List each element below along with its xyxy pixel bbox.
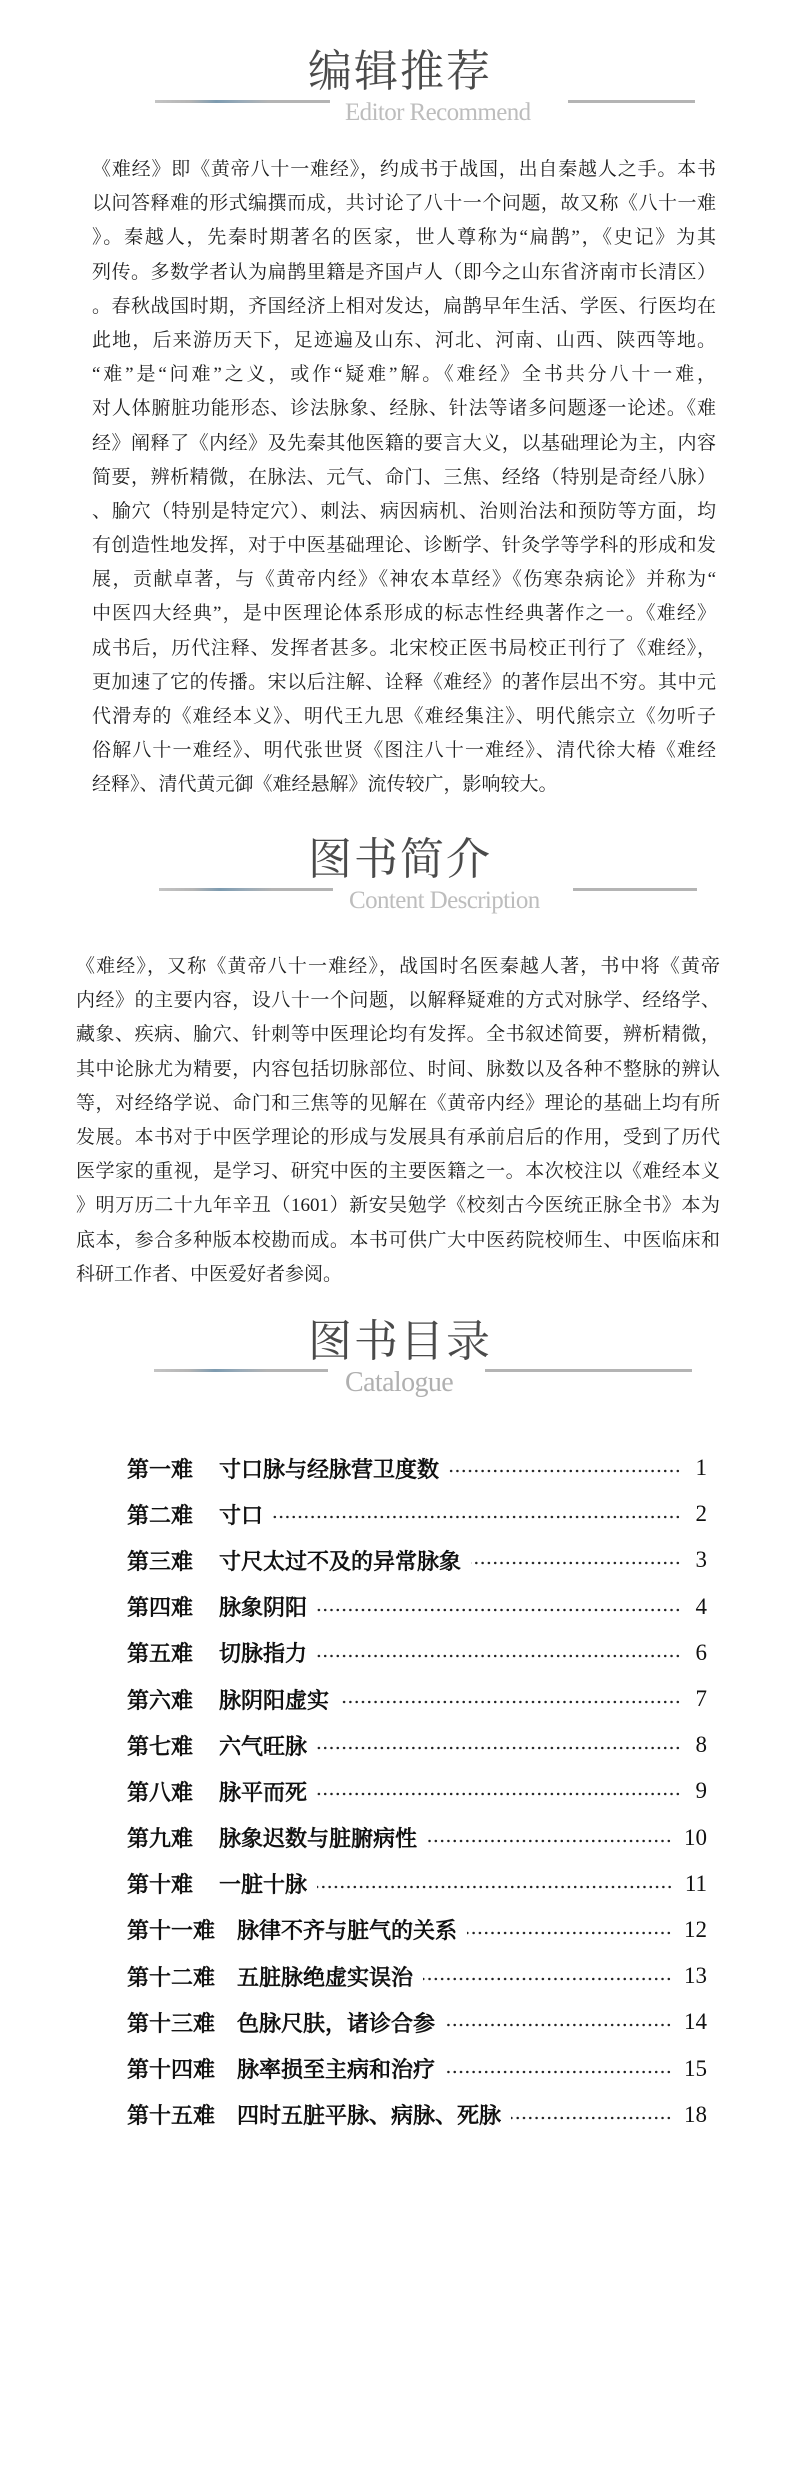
chapter-title: 五脏脉绝虚实误治 <box>237 1964 414 1990</box>
text-line: 中医四大经典”，是中医理论体系形成的标志性经典著作之一。《难经》 <box>92 603 716 625</box>
toc-entry[interactable] <box>127 1815 707 1861</box>
text-line: 对人体腑脏功能形态、诊法脉象、经脉、针法等诸多问题逐一论述。《难 <box>92 398 716 420</box>
toc-entry[interactable] <box>127 1630 707 1676</box>
chapter-number: 第四难 <box>127 1595 194 1621</box>
text-line: 展，贡献卓著，与《黄帝内经》《神农本草经》《伤寒杂病论》并称为“ <box>92 569 716 591</box>
text-line: 发展。本书对于中医学理论的形成与发展具有承前启后的作用，受到了历代 <box>76 1126 720 1148</box>
chapter-title: 六气旺脉 <box>219 1733 308 1759</box>
divider-line <box>159 888 333 891</box>
chapter-number: 第十五难 <box>127 2103 216 2129</box>
text-line: 列传。多数学者认为扁鹊里籍是齐国卢人（即今之山东省济南市长清区） <box>92 261 716 283</box>
section-header-description <box>0 836 800 916</box>
text-line: 。春秋战国时期，齐国经济上相对发达，扁鹊早年生活、学医、行医均在 <box>92 295 716 317</box>
page-number: 9 <box>695 1778 707 1804</box>
chapter-number: 第一难 <box>127 1456 194 1482</box>
page-number: 7 <box>695 1686 707 1712</box>
page-number: 11 <box>684 1870 707 1896</box>
section-title: 图书简介 <box>308 834 492 885</box>
dot-leader <box>445 2022 672 2028</box>
page-number: 12 <box>684 1916 707 1942</box>
chapter-title: 寸口脉与经脉营卫度数 <box>219 1456 440 1482</box>
chapter-number: 第八难 <box>127 1779 194 1805</box>
text-line: 内经》的主要内容，设八十一个问题，以解释疑难的方式对脉学、经络学、 <box>76 990 720 1012</box>
chapter-number: 第九难 <box>127 1826 194 1852</box>
section-subtitle: Catalogue <box>345 1367 454 1398</box>
text-line: 代滑寿的《难经本义》、明代王九思《难经集注》、明代熊宗立《勿听子 <box>92 706 716 727</box>
dot-leader <box>449 1468 681 1474</box>
divider-line <box>568 100 695 103</box>
toc-entry[interactable] <box>127 1768 707 1814</box>
toc-entry[interactable] <box>127 2092 707 2138</box>
text-line: 简要，辨析精微，在脉法、元气、命门、三焦、经络（特别是奇经八脉） <box>92 466 716 488</box>
dot-leader <box>317 1653 681 1659</box>
page-number: 13 <box>684 1963 707 1989</box>
dot-leader <box>423 1976 672 1982</box>
text-line: “难”是“问难”之义，或作“疑难”解。《难经》全书共分八十一难， <box>92 364 716 386</box>
chapter-title: 四时五脏平脉、病脉、死脉 <box>237 2103 502 2129</box>
text-line: 其中论脉尤为精要，内容包括切脉部位、时间、脉数以及各种不整脉的辨认 <box>76 1058 720 1080</box>
divider-line <box>573 888 697 891</box>
section-header-catalogue <box>0 1318 800 1398</box>
dot-leader <box>467 1930 672 1936</box>
toc-entry[interactable] <box>127 1676 707 1722</box>
section-title: 编辑推荐 <box>308 46 492 97</box>
text-line: 藏象、疾病、腧穴、针刺等中医理论均有发挥。全书叙述简要，辨析精微， <box>76 1024 720 1046</box>
text-line: 《难经》，又称《黄帝八十一难经》，战国时名医秦越人著，书中将《黄帝 <box>76 956 720 977</box>
chapter-title: 寸尺太过不及的异常脉象 <box>219 1548 462 1574</box>
chapter-title: 脉平而死 <box>219 1779 308 1805</box>
page-number: 10 <box>684 1824 707 1850</box>
toc-entry[interactable] <box>127 1584 707 1630</box>
text-line: 更加速了它的传播。宋以后注解、诠释《难经》的著作层出不穷。其中元 <box>92 671 716 693</box>
toc-entry[interactable] <box>127 1861 707 1907</box>
dot-leader <box>471 1560 681 1566</box>
page-number: 15 <box>684 2055 707 2081</box>
page-number: 3 <box>695 1547 707 1573</box>
page-number: 14 <box>684 2009 707 2035</box>
divider-line <box>154 1369 328 1372</box>
chapter-number: 第六难 <box>127 1687 194 1713</box>
chapter-title: 脉象迟数与脏腑病性 <box>219 1826 418 1852</box>
chapter-number: 第十难 <box>127 1872 194 1898</box>
chapter-number: 第二难 <box>127 1502 194 1528</box>
chapter-number: 第五难 <box>127 1641 194 1667</box>
chapter-number: 第三难 <box>127 1548 194 1574</box>
page-number: 6 <box>695 1639 707 1665</box>
section-subtitle: Content Description <box>349 887 540 914</box>
toc-entry[interactable] <box>127 1722 707 1768</box>
text-line: 此地，后来游历天下，足迹遍及山东、河北、河南、山西、陕西等地。 <box>92 329 716 351</box>
chapter-number: 第七难 <box>127 1733 194 1759</box>
divider-line <box>155 100 330 103</box>
text-line: 经释》、清代黄元御《难经悬解》流传较广，影响较大。 <box>92 774 558 796</box>
text-line: 》。秦越人，先秦时期著名的医家，世人尊称为“扁鹊”，《史记》为其 <box>92 227 716 249</box>
chapter-number: 第十三难 <box>127 2010 216 2036</box>
text-line: 》明万历二十九年辛丑（1601）新安吴勉学《校刻古今医统正脉全书》本为 <box>76 1195 720 1217</box>
dot-leader <box>427 1838 672 1844</box>
chapter-title: 脉阴阳虚实 <box>219 1687 330 1713</box>
dot-leader <box>511 2115 672 2121</box>
section-header-editor <box>0 48 800 128</box>
text-line: 底本，参合多种版本校勘而成。本书可供广大中医药院校师生、中医临床和 <box>76 1229 720 1251</box>
chapter-number: 第十二难 <box>127 1964 216 1990</box>
text-line: 科研工作者、中医爱好者参阅。 <box>76 1263 343 1285</box>
divider-line <box>485 1369 692 1372</box>
toc-entry[interactable] <box>127 1953 707 1999</box>
chapter-title: 脉象阴阳 <box>219 1595 308 1621</box>
dot-leader <box>317 1745 681 1751</box>
text-line: 有创造性地发挥，对于中医基础理论、诊断学、针灸学等学科的形成和发 <box>92 535 716 557</box>
dot-leader <box>317 1607 681 1613</box>
dot-leader <box>317 1884 673 1890</box>
section-subtitle: Editor Recommend <box>345 99 531 126</box>
toc-entry[interactable] <box>127 1907 707 1953</box>
text-line: 以问答释难的形式编撰而成，共讨论了八十一个问题，故又称《八十一难 <box>92 193 716 215</box>
dot-leader <box>273 1514 681 1520</box>
toc-entry[interactable] <box>127 2045 707 2091</box>
chapter-title: 寸口 <box>219 1502 264 1528</box>
page-number: 4 <box>695 1593 707 1619</box>
chapter-number: 第十一难 <box>127 1918 216 1944</box>
dot-leader <box>445 2069 672 2075</box>
dot-leader <box>339 1699 681 1705</box>
text-line: 俗解八十一难经》、明代张世贤《图注八十一难经》、清代徐大椿《难经 <box>92 740 716 762</box>
chapter-title: 脉率损至主病和治疗 <box>237 2057 436 2083</box>
toc-entry[interactable] <box>127 1445 707 1491</box>
content-description-text <box>76 950 720 1292</box>
text-line: 《难经》即《黄帝八十一难经》，约成书于战国，出自秦越人之手。本书 <box>92 159 716 180</box>
text-line: 成书后，历代注释、发挥者甚多。北宋校正医书局校正刊行了《难经》， <box>92 637 716 659</box>
section-title: 图书目录 <box>308 1316 492 1367</box>
text-line: 、腧穴（特别是特定穴）、刺法、病因病机、治则治法和预防等方面，均 <box>92 500 716 522</box>
chapter-title: 色脉尺肤，诸诊合参 <box>237 2010 436 2036</box>
chapter-title: 一脏十脉 <box>219 1872 308 1898</box>
text-line: 经》阐释了《内经》及先秦其他医籍的要言大义，以基础理论为主，内容 <box>92 432 716 454</box>
table-of-contents <box>127 1445 707 2138</box>
toc-entry[interactable] <box>127 1999 707 2045</box>
chapter-title: 脉律不齐与脏气的关系 <box>237 1918 458 1944</box>
chapter-title: 切脉指力 <box>219 1641 308 1667</box>
page-number: 18 <box>684 2101 707 2127</box>
page-number: 2 <box>695 1501 707 1527</box>
toc-entry[interactable] <box>127 1491 707 1537</box>
page-number: 1 <box>695 1455 707 1481</box>
page-number: 8 <box>695 1732 707 1758</box>
dot-leader <box>317 1791 681 1797</box>
text-line: 等，对经络学说、命门和三焦等的见解在《黄帝内经》理论的基础上均有所 <box>76 1092 720 1114</box>
toc-entry[interactable] <box>127 1537 707 1583</box>
editor-recommend-text <box>92 153 716 803</box>
chapter-number: 第十四难 <box>127 2057 216 2083</box>
text-line: 医学家的重视，是学习、研究中医的主要医籍之一。本次校注以《难经本义 <box>76 1161 720 1183</box>
